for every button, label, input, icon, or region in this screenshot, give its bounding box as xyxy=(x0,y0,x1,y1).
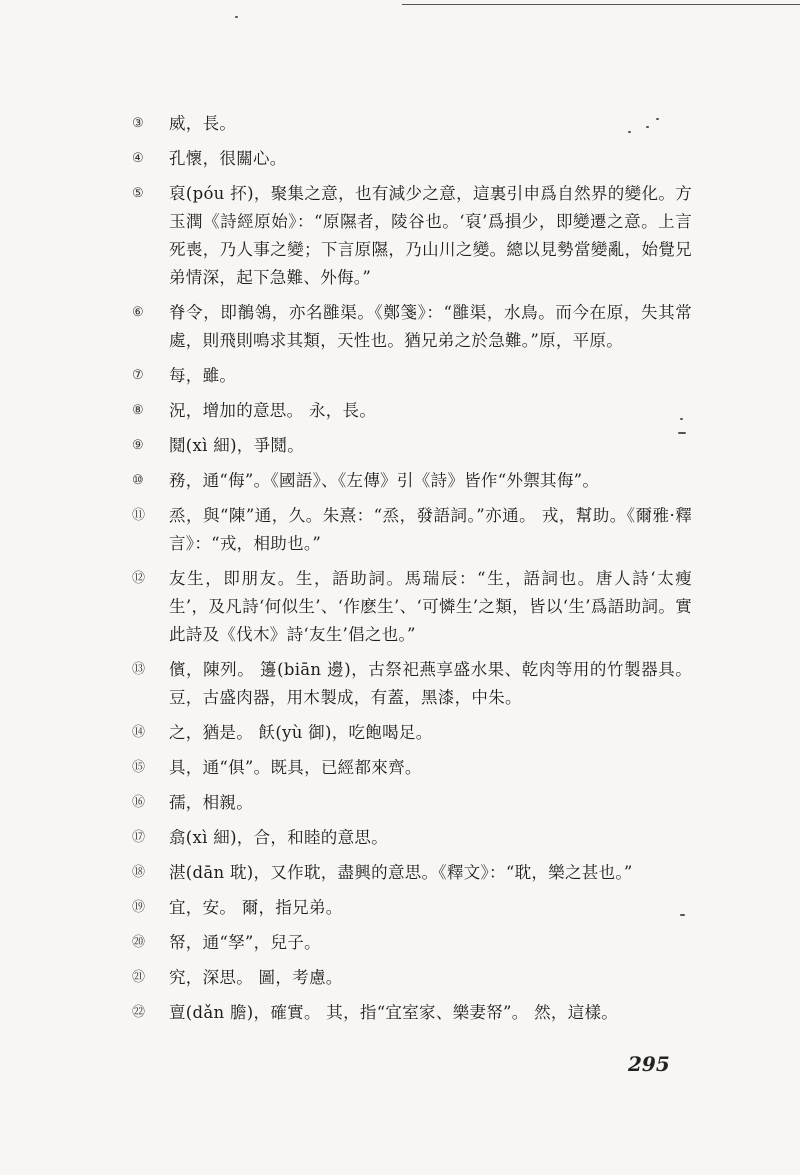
scan-speck xyxy=(656,118,659,120)
note-number: ④ xyxy=(132,151,144,166)
note-text: 究，深思。 圖，考慮。 xyxy=(169,968,343,987)
note-text: 烝，與“陳”通，久。朱熹：“烝，發語詞。”亦通。 戎，幫助。《爾雅·釋言》：“戎，相助也。” xyxy=(169,506,692,553)
note-text: 每，雖。 xyxy=(169,366,237,385)
note-item xyxy=(132,397,692,432)
note-item xyxy=(132,565,692,656)
note-number: ⑬ xyxy=(132,662,146,677)
note-item xyxy=(132,1041,692,1048)
top-rule xyxy=(402,4,800,5)
note-text: 帑，通“孥”，兒子。 xyxy=(169,933,321,952)
note-text: 況，增加的意思。 永，長。 xyxy=(169,401,377,420)
note-item xyxy=(132,362,692,397)
note-text: 具，通“俱”。既具，已經都來齊。 xyxy=(169,758,422,777)
note-number: ㉒ xyxy=(132,1005,146,1020)
note-text: 威，長。 xyxy=(169,114,237,133)
note-text: 務，通“侮”。《國語》、《左傳》引《詩》皆作“外禦其侮”。 xyxy=(169,471,600,490)
note-text: 宜，安。 爾，指兄弟。 xyxy=(169,898,343,917)
note-number: ⑥ xyxy=(132,305,144,320)
note-text: 亶(dǎn 膽)，確實。 其，指“宜室家、樂妻帑”。 然，這樣。 xyxy=(169,1003,619,1022)
scan-speck xyxy=(646,126,649,128)
note-number: ⑲ xyxy=(132,900,146,915)
notes-list xyxy=(132,110,692,1048)
note-number: ⑧ xyxy=(132,403,144,418)
scan-speck xyxy=(678,432,686,434)
note-item xyxy=(132,999,692,1034)
note-item xyxy=(132,299,692,362)
note-number: ⑩ xyxy=(132,473,144,488)
note-number: ⑪ xyxy=(132,508,146,523)
note-item xyxy=(132,432,692,467)
page-number: 295 xyxy=(628,1052,670,1076)
note-item xyxy=(132,110,692,145)
note-text: 儐，陳列。 籩(biān 邊)，古祭祀燕享盛水果、乾肉等用的竹製器具。豆，古盛肉器，用木製成，有蓋，黑漆，中朱。 xyxy=(169,660,692,707)
note-number: ⑤ xyxy=(132,186,144,201)
note-item xyxy=(132,964,692,999)
note-text: 孺，相親。 xyxy=(169,793,253,812)
note-text: 友生，即朋友。生，語助詞。馬瑞辰：“生，語詞也。唐人詩‘太瘦生’，及凡詩‘何似生’、‘作麽生’、‘可憐生’之類，皆以‘生’爲語助詞。實此詩及《伐木》詩‘友生’倡之也。” xyxy=(169,569,692,644)
note-number: ⑯ xyxy=(132,795,146,810)
scan-speck xyxy=(680,418,683,420)
note-number: ㉑ xyxy=(132,970,146,985)
note-text: 脊令，即鶺鴒，亦名雝渠。《鄭箋》：“雝渠，水鳥。而今在原，失其常處，則飛則鳴求其類，天性也。猶兄弟之於急難。”原，平原。 xyxy=(169,303,692,350)
note-item xyxy=(132,789,692,824)
note-text: 孔懷，很關心。 xyxy=(169,149,287,168)
note-item xyxy=(132,656,692,719)
scan-speck xyxy=(628,131,631,133)
note-number: ⑨ xyxy=(132,438,144,453)
scan-speck xyxy=(235,16,238,18)
note-item xyxy=(132,894,692,929)
note-item xyxy=(132,929,692,964)
note-number: ⑦ xyxy=(132,368,144,383)
note-item xyxy=(132,719,692,754)
note-item xyxy=(132,145,692,180)
note-text: 翕(xì 細)，合，和睦的意思。 xyxy=(169,828,389,847)
note-item xyxy=(132,1034,692,1041)
note-number: ⑰ xyxy=(132,830,146,845)
note-text: 鬩(xì 細)，爭鬩。 xyxy=(169,436,305,455)
note-number: ③ xyxy=(132,116,144,131)
note-item xyxy=(132,754,692,789)
note-text: 湛(dān 耽)，又作耽，盡興的意思。《釋文》：“耽，樂之甚也。” xyxy=(169,863,633,882)
note-number: ⑱ xyxy=(132,865,146,880)
scan-speck xyxy=(680,914,685,916)
note-item xyxy=(132,502,692,565)
note-text: 之，猶是。 飫(yù 御)，吃飽喝足。 xyxy=(169,723,433,742)
note-item xyxy=(132,180,692,299)
note-number: ⑳ xyxy=(132,935,146,950)
note-number: ⑭ xyxy=(132,725,146,740)
note-item xyxy=(132,467,692,502)
note-item xyxy=(132,859,692,894)
note-number: ⑮ xyxy=(132,760,146,775)
note-item xyxy=(132,824,692,859)
note-text: 裒(póu 抔)，聚集之意，也有減少之意，這裏引申爲自然界的變化。方玉潤《詩經原始》：“原隰者，陵谷也。‘裒’爲損少，即變遷之意。上言死喪，乃人事之變；下言原隰，乃山川之變。總以見勢當變亂，始覺兄弟情深，起下急難、外侮。” xyxy=(169,184,692,287)
note-number: ⑫ xyxy=(132,571,146,586)
